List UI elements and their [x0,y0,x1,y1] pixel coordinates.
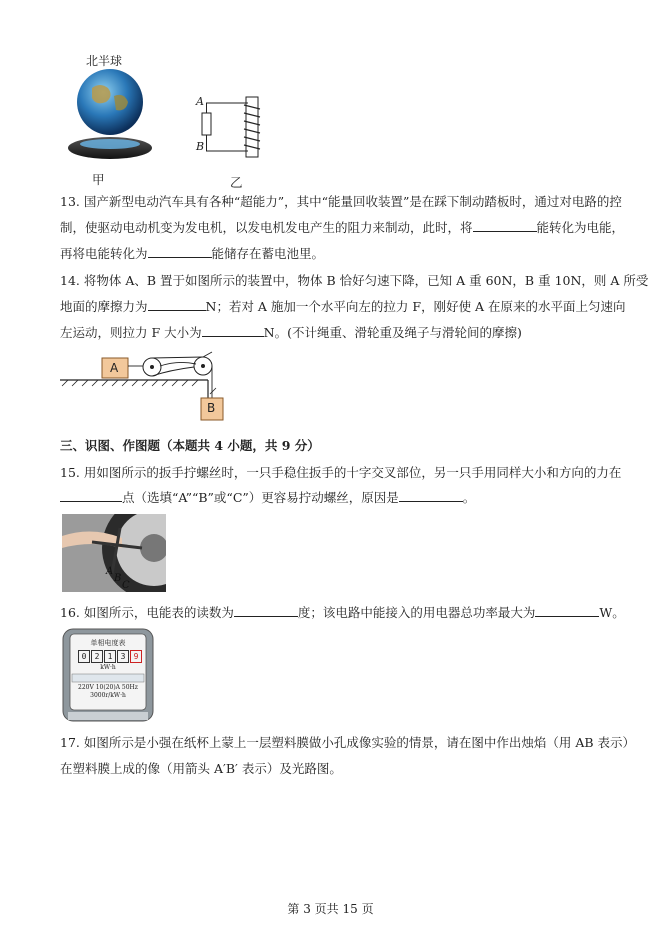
coil-figure [192,95,272,190]
globe-icon [62,66,162,166]
q13-text-2a: 制，使驱动电动机变为发电机，以发电机发电产生的阻力来制动，此时，将 [60,220,473,235]
q17-line-1: 17. 如图所示是小强在纸杯上蒙上一层塑料膜做小孔成像实验的情景，请在图中作出烛焰（用 AB 表示） [60,735,636,750]
q13-line-2 [60,219,624,237]
q14-text-3b: N。(不计绳重、滑轮重及绳子与滑轮间的摩擦) [263,325,522,340]
section-3-heading: 三、识图、作图题（本题共 4 小题，共 9 分） [60,438,320,453]
q17-line-2: 在塑料膜上成的像（用箭头 A′B′ 表示）及光路图。 [60,761,342,776]
globe-label: 北半球 [86,54,123,68]
meter-unit: kW·h [100,664,116,671]
q13-blank-1[interactable] [473,219,537,232]
page-footer: 第 3 页共 15 页 [287,902,374,916]
coil-caption: 乙 [230,175,243,190]
wrench-point-c: C [122,580,130,591]
q14-text-2a: 地面的摩擦力为 [60,299,148,314]
q14-text-3a: 左运动，则拉力 F 大小为 [60,325,202,340]
q13-blank-2[interactable] [148,245,212,258]
wrench-point-b: B [114,573,122,584]
q16-text-1a: 16. 如图所示，电能表的读数为 [60,605,234,620]
q14-blank-1[interactable] [148,298,206,311]
meter-rate: 3000r/kW·h [90,692,126,699]
globe-caption: 甲 [92,172,105,187]
globe-figure [62,52,162,187]
coil-point-a: A [196,95,204,108]
q15-line-1: 15. 用如图所示的扳手拧螺丝时，一只手稳住扳手的十字交叉部位，另一只手用同样大小和方向的力在 [60,465,622,480]
meter-digit-1: 0 [78,650,90,663]
q13-line-3 [60,245,324,263]
q14-line-2 [60,298,626,316]
q13-text-3b: 能储存在蓄电池里。 [211,246,325,261]
meter-digit-5: 9 [130,650,142,663]
q16-blank-1[interactable] [234,604,298,617]
q14-blank-2[interactable] [202,324,264,337]
q14-text-2b: N；若对 A 施加一个水平向左的拉力 F，刚好使 A 在原来的水平面上匀速向 [205,299,626,314]
q13-line-1: 13. 国产新型电动汽车具有各种“超能力”，其中“能量回收装置”是在踩下制动踏板时，通过对电路的控 [60,194,622,209]
q13-text-3a: 再将电能转化为 [60,246,148,261]
meter-digits [78,650,142,663]
pulley-diagram [60,350,230,428]
q13-text-2b: 能转化为电能， [536,220,625,235]
q15-blank-1[interactable] [60,489,122,502]
coil-circuit-diagram [192,95,272,165]
q16-line-1 [60,604,625,622]
wrench-point-a: A [106,566,114,577]
q15-text-2a: 点（选填“A”“B”或“C”）更容易拧动螺丝，原因是 [122,490,399,505]
meter-spec: 220V 10(20)A 50Hz [78,684,138,691]
electricity-meter [62,628,154,722]
q16-blank-2[interactable] [535,604,599,617]
block-a-label: A [110,361,119,375]
q16-text-1c: W。 [599,605,625,620]
coil-point-b: B [196,140,205,153]
meter-digit-4: 3 [117,650,129,663]
pulley-figure [60,350,230,428]
block-b-label: B [207,401,216,415]
meter-digit-3: 1 [104,650,116,663]
q16-text-1b: 度；该电路中能接入的用电器总功率最大为 [297,605,536,620]
meter-title: 单相电度表 [90,639,126,647]
q15-text-2b: 。 [462,490,476,505]
q14-line-1: 14. 将物体 A、B 置于如图所示的装置中，物体 B 恰好匀速下降，已知 A 重 60N，B 重 10N，则 A 所受 [60,273,649,288]
q14-line-3 [60,324,522,342]
q15-blank-2[interactable] [399,489,463,502]
meter-digit-2: 2 [91,650,103,663]
q15-line-2 [60,489,475,507]
wrench-photo [62,514,166,592]
